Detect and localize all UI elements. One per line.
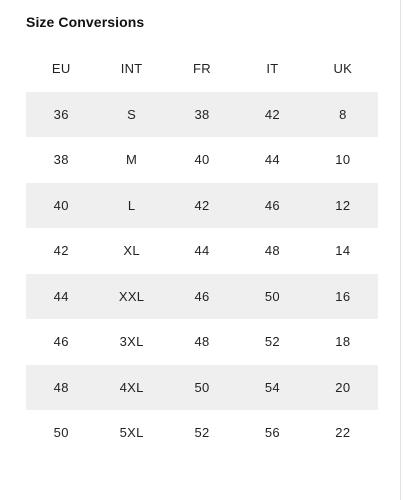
cell-fr: 42 (194, 197, 210, 213)
cell-eu: 48 (53, 379, 69, 395)
cell-eu: 40 (53, 197, 69, 213)
cell-uk: 22 (335, 425, 351, 441)
cell-uk: 18 (335, 334, 351, 350)
size-conversion-table (26, 46, 378, 456)
cell-eu: 42 (53, 243, 69, 259)
cell-fr: 48 (194, 334, 210, 350)
cell-eu: 46 (53, 334, 69, 350)
column-header-eu: EU (51, 61, 71, 77)
cell-int: XL (123, 243, 140, 259)
cell-int: 4XL (119, 379, 144, 395)
cell-fr: 46 (194, 288, 210, 304)
cell-uk: 14 (335, 243, 351, 259)
cell-uk: 20 (335, 379, 351, 395)
cell-int: 5XL (119, 425, 144, 441)
column-header-it: IT (266, 61, 279, 77)
cell-int: S (127, 106, 137, 122)
cell-fr: 52 (194, 425, 210, 441)
cell-int: XXL (118, 288, 145, 304)
cell-uk: 12 (335, 197, 351, 213)
column-header-uk: UK (333, 61, 353, 77)
panel-title: Size Conversions (26, 14, 145, 30)
table-row (26, 92, 378, 138)
cell-it: 42 (264, 106, 280, 122)
cell-fr: 44 (194, 243, 210, 259)
table-row (26, 274, 378, 320)
cell-int: M (126, 152, 138, 168)
cell-it: 56 (264, 425, 280, 441)
cell-fr: 50 (194, 379, 210, 395)
cell-it: 54 (264, 379, 280, 395)
table-header-row (26, 46, 378, 92)
cell-it: 46 (264, 197, 280, 213)
table-row (26, 137, 378, 183)
cell-eu: 44 (53, 288, 69, 304)
cell-it: 50 (264, 288, 280, 304)
table-row (26, 365, 378, 411)
cell-uk: 10 (335, 152, 351, 168)
cell-int: L (127, 197, 136, 213)
table-row (26, 410, 378, 456)
table-row (26, 319, 378, 365)
cell-eu: 38 (53, 152, 69, 168)
cell-uk: 16 (335, 288, 351, 304)
cell-int: 3XL (119, 334, 144, 350)
column-header-int: INT (120, 61, 143, 77)
cell-fr: 40 (194, 152, 210, 168)
table-row (26, 228, 378, 274)
column-header-fr: FR (193, 61, 211, 77)
table-row (26, 183, 378, 229)
cell-fr: 38 (194, 106, 210, 122)
cell-uk: 8 (339, 106, 347, 122)
cell-it: 48 (264, 243, 280, 259)
cell-eu: 36 (53, 106, 69, 122)
cell-it: 52 (264, 334, 280, 350)
cell-eu: 50 (53, 425, 69, 441)
cell-it: 44 (264, 152, 280, 168)
